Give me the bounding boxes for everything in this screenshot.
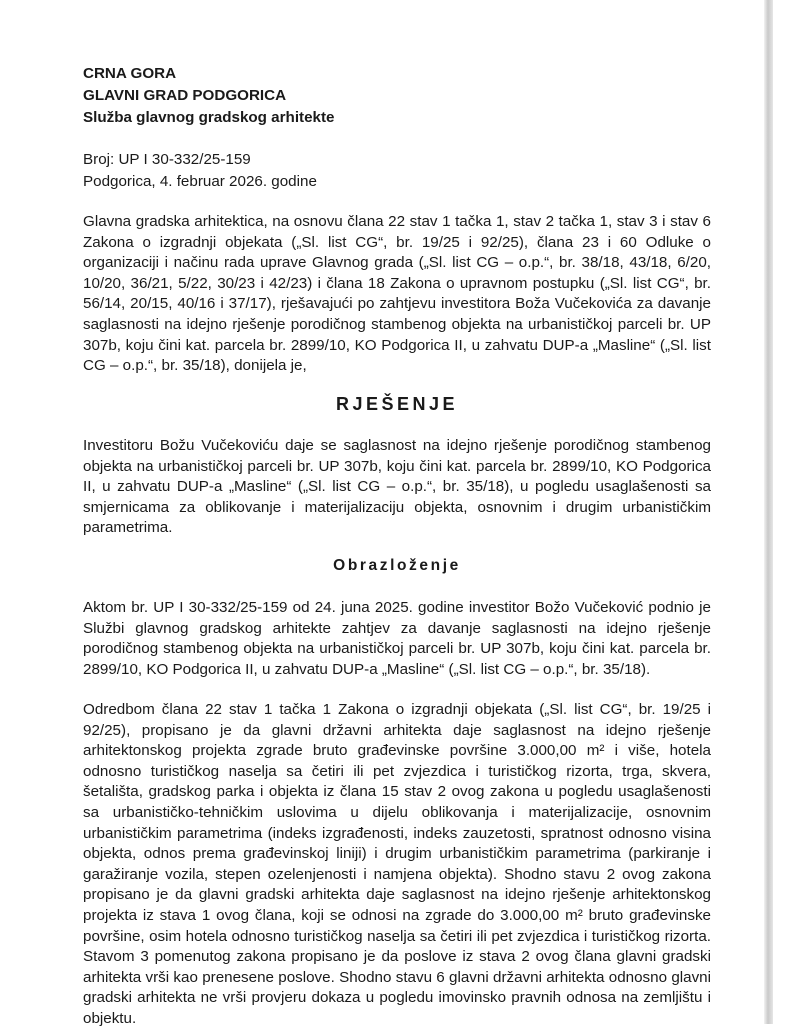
header-country: CRNA GORA xyxy=(83,65,177,82)
intro-paragraph: Glavna gradska arhitektica, na osnovu člana 22 stav 1 tačka 1, stav 2 tačka 1, stav 3 i stav 6 Zakona o izgradnji objekata („Sl. list CG“, br. 19/25 i 92/25), člana 23 i 60 Odluke o organizaciji i načinu rada uprave Glavnog grada („Sl. list CG – o.p.“, br. 38/18, 43/18, 6/20, 10/20, 36/21, 5/22, 30/23 i 42/23) i člana 18 Zakona o upravnom postupku („Sl. list CG“, br. 56/14, 20/15, 40/16 i 37/17), rješavajući po zahtjevu investitora Boža Vučekovića za davanje saglasnosti na idejno rješenje porodičnog stambenog objekta na urbanističkoj parceli br. UP 307b, koju čini kat. parcela br. 2899/10, KO Podgorica II, u zahvatu DUP-a „Masline“ („Sl. list CG – o.p.“, br. 35/18), donijela je, xyxy=(83,213,711,375)
document-number: Broj: UP I 30-332/25-159 xyxy=(83,151,251,168)
header-city: GLAVNI GRAD PODGORICA xyxy=(83,87,287,104)
decision-paragraph: Investitoru Božu Vučekoviću daje se saglasnost na idejno rješenje porodičnog stambenog objekta na urbanističkoj parceli br. UP 307b, koju čini kat. parcela br. 2899/10, KO Podgorica II, u zahvatu DUP-a „Masline“ („Sl. list CG – o.p.“, br. 35/18), u pogledu usaglašenosti sa smjernicama za oblikovanje i materijalizaciju objekta, osnovnim i drugim urbanističkim parametrima. xyxy=(83,437,711,537)
reasoning-title: Obrazloženje xyxy=(333,557,461,574)
reasoning-paragraph-1: Aktom br. UP I 30-332/25-159 od 24. juna 2025. godine investitor Božo Vučeković podnio je Službi glavnog gradskog arhitekte zahtjev za davanje saglasnosti na idejno rješenje porodičnog stambenog objekta na urbanističkoj parceli br. UP 307b, koju čini kat. parcela br. 2899/10, KO Podgorica II, u zahvatu DUP-a „Masline“ („Sl. list CG – o.p.“, br. 35/18). xyxy=(83,599,711,678)
reasoning-paragraph-2: Odredbom člana 22 stav 1 tačka 1 Zakona o izgradnji objekata („Sl. list CG“, br. 19/25 i 92/25), propisano je da glavni državni arhitekta daje saglasnost na idejno rješenje arhitektonskog projekta zgrade bruto građevinske površine 3.000,00 m² i više, hotela odnosno turističkog naselja sa četiri ili pet zvjezdica i turističkog rizorta, trga, skvera, šetališta, gradskog parka i objekta iz člana 15 stav 2 ovog zakona u pogledu usaglašenosti sa urbanističko-tehničkim uslovima u dijelu oblikovanja i materijalizacije, osnovnim urbanističkim parametrima (indeks izgrađenosti, indeks zauzetosti, spratnost odnosno visina objekta, odnos prema građevinskoj liniji) i drugim urbanističkim parametrima (parkiranje i garažiranje vozila, stepen ozelenjenosti i namjena objekta). Shodno stavu 2 ovog zakona propisano je da glavni gradski arhitekta daje saglasnost na idejno rješenje arhitektonskog projekta iz stava 1 ovog člana, koji se odnosi na zgrade do 3.000,00 m² bruto građevinske površine, osim hotela odnosno turističkog naselja sa četiri ili pet zvjezdica i turističkog rizorta. Stavom 3 pomenutog zakona propisano je da poslove iz stava 2 ovog člana glavni gradski arhitekta vrši kao prenesene poslove. Shodno stavu 6 glavni državni arhitekta odnosno glavni gradski arhitekta ne vrši provjeru dokaza u pogledu imovinsko pravnih odnosa na zemljištu i objektu. xyxy=(83,701,711,1027)
decision-title: RJEŠENJE xyxy=(335,394,459,414)
header-office: Služba glavnog gradskog arhitekte xyxy=(83,109,335,126)
place-and-date: Podgorica, 4. februar 2026. godine xyxy=(83,173,317,190)
scanned-page-edge xyxy=(764,0,773,1024)
